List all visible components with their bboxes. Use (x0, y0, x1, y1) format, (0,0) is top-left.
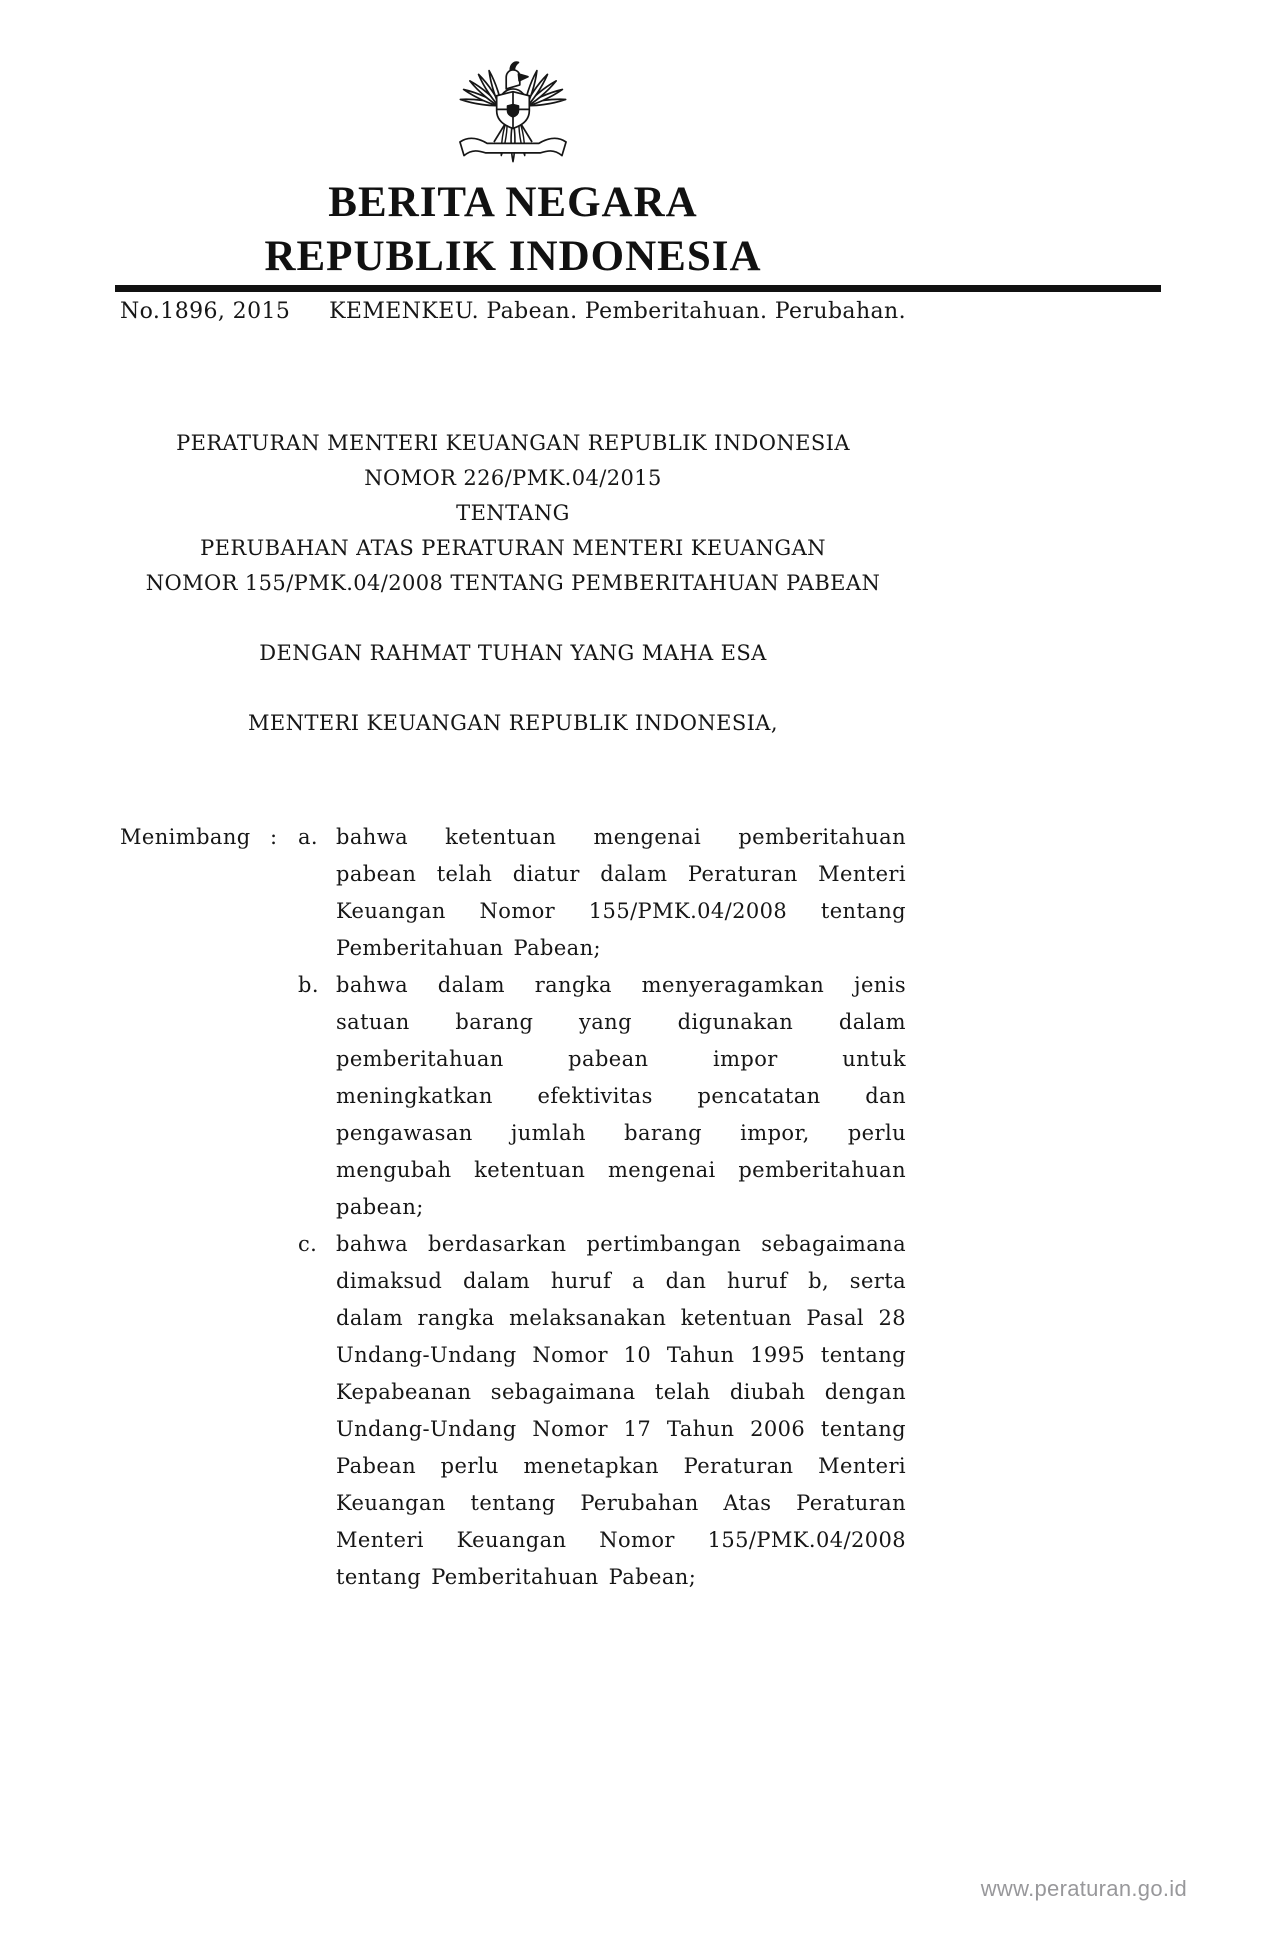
regulation-title-block (120, 426, 906, 601)
spacer (270, 967, 298, 1226)
consideration-text-b: bahwa dalam rangka menyeragamkan jenis satuan barang yang digunakan dalam pemberitahuan pabean impor untuk meningkatkan efektivitas pencatatan dan pengawasan jumlah barang impor, perlu mengubah ketentuan mengenai pemberitahuan pabean; (336, 973, 906, 1219)
spacer (120, 967, 270, 1226)
consideration-text-c: bahwa berdasarkan pertimbangan sebagaimana dimaksud dalam huruf a dan huruf b, serta dalam rangka melaksanakan ketentuan Pasal 28 Undang-Undang Nomor 10 Tahun 1995 tentang Kepabeanan sebagaimana telah diubah dengan Undang-Undang Nomor 17 Tahun 2006 tentang Pabean perlu menetapkan Peraturan Menteri Keuangan tentang Perubahan Atas Peraturan Menteri Keuangan Nomor 155/PMK.04/2008 tentang Pemberitahuan Pabean; (336, 1232, 906, 1589)
emblem-container (120, 40, 906, 176)
regulation-subject-line1: PERUBAHAN ATAS PERATURAN MENTERI KEUANGAN (200, 536, 826, 560)
considerations-separator: : (270, 825, 278, 849)
spacer (120, 1226, 270, 1596)
consideration-marker-b: b. (298, 973, 319, 997)
masthead-title (120, 176, 906, 284)
regulation-number-line: NOMOR 226/PMK.04/2015 (364, 466, 662, 490)
regulation-tentang-line: TENTANG (456, 501, 570, 525)
issue-number: No.1896, 2015 (120, 299, 291, 324)
gazette-meta-row (120, 298, 906, 326)
header-rule (115, 285, 1161, 292)
content-column (120, 0, 906, 1596)
consideration-text-a: bahwa ketentuan mengenai pemberitahuan pabean telah diatur dalam Peraturan Menteri Keuangan Nomor 155/PMK.04/2008 tentang Pemberitahuan Pabean; (336, 825, 906, 960)
masthead-title-line2: REPUBLIK INDONESIA (264, 233, 762, 280)
watermark-url: www.peraturan.go.id (980, 1876, 1187, 1901)
spacer (270, 1226, 298, 1596)
consideration-marker-c: c. (298, 1232, 318, 1256)
consideration-marker-a: a. (298, 825, 318, 849)
invocation-line: DENGAN RAHMAT TUHAN YANG MAHA ESA (259, 641, 767, 665)
considerations-label: Menimbang (120, 825, 251, 849)
masthead-title-line1: BERITA NEGARA (328, 179, 698, 226)
considerations-block (120, 819, 906, 1596)
regulation-title-line: PERATURAN MENTERI KEUANGAN REPUBLIK INDONESIA (176, 431, 850, 455)
regulation-subject-line2: NOMOR 155/PMK.04/2008 TENTANG PEMBERITAHUAN PABEAN (145, 571, 881, 595)
subject-line: KEMENKEU. Pabean. Pemberitahuan. Perubahan. (329, 299, 906, 324)
garuda-pancasila-emblem-icon (445, 40, 581, 176)
authority-line: MENTERI KEUANGAN REPUBLIK INDONESIA, (248, 711, 778, 735)
